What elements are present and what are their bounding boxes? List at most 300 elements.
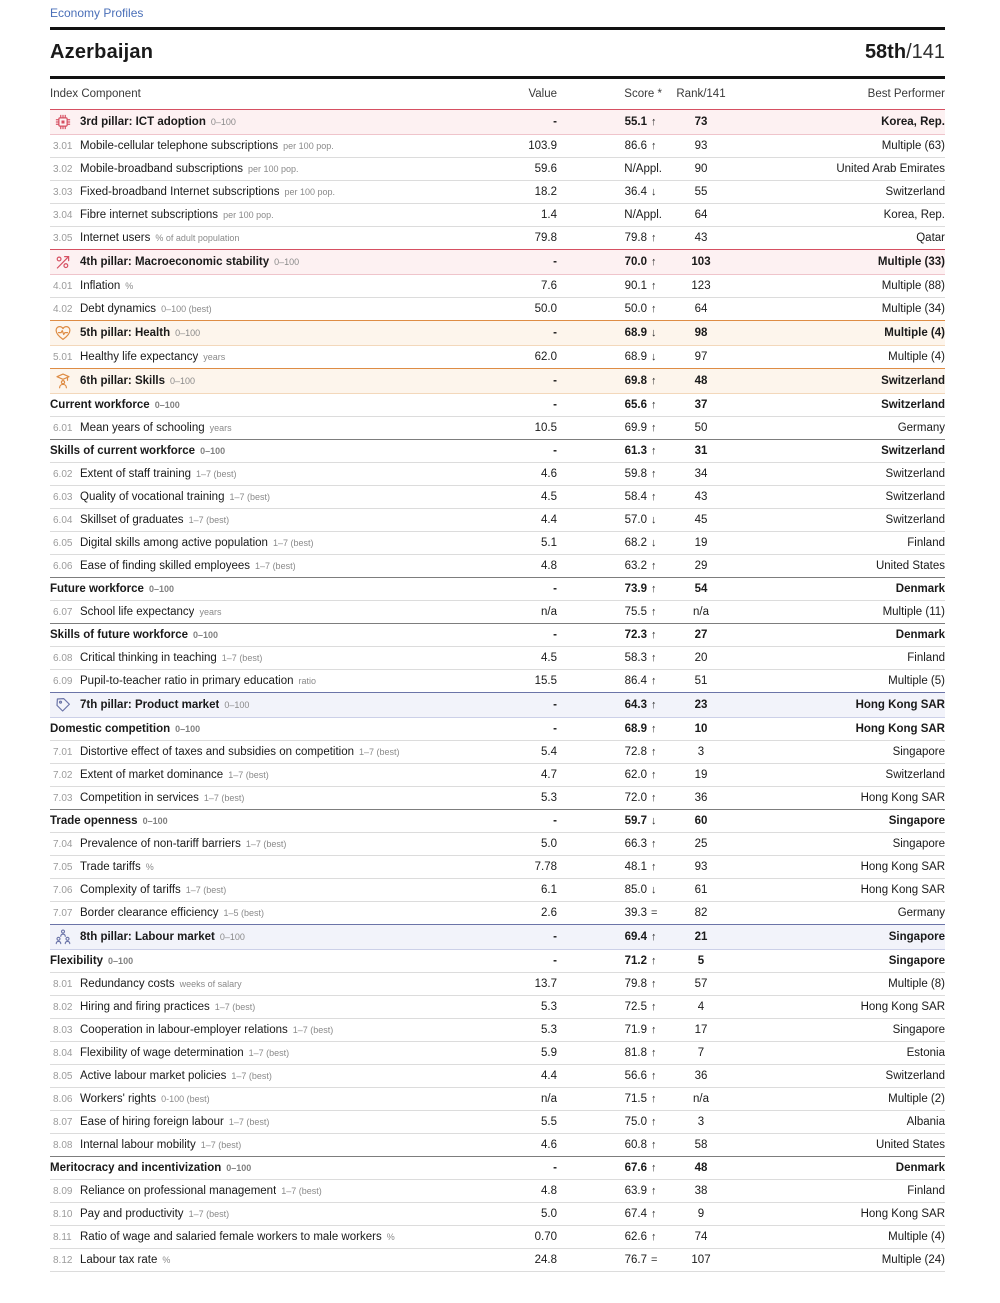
indicator-row: [50, 274, 945, 297]
score-value: 69.4: [624, 931, 647, 943]
score-cell: [557, 1139, 662, 1151]
best-performer-cell: Denmark: [895, 1162, 945, 1174]
rank-cell: 103: [691, 256, 711, 268]
best-performer-cell: Switzerland: [881, 375, 945, 387]
component-name-cell: [50, 978, 447, 990]
indicator-row: [50, 1202, 945, 1225]
indicator-number: 8.01: [53, 978, 73, 990]
rank-cell: 19: [694, 769, 708, 781]
indicator-row: [50, 485, 945, 508]
indicator-number: 3.01: [53, 140, 73, 152]
indicator-number: 8.05: [53, 1070, 73, 1082]
best-performer-cell: Switzerland: [885, 468, 945, 480]
rank-cell: 43: [694, 232, 708, 244]
score-value: 79.8: [624, 232, 647, 244]
component-unit: 1–7 (best): [281, 1186, 322, 1196]
component-unit: 1–7 (best): [245, 839, 287, 849]
indicator-number: 6.03: [53, 491, 73, 503]
indicator-row: [50, 878, 945, 901]
indicator-row: [50, 1110, 945, 1133]
rank-cell: 4: [697, 1001, 705, 1013]
best-performer-cell: Korea, Rep.: [881, 116, 945, 128]
component-name-cell: [50, 1093, 447, 1105]
component-unit: 0–100: [193, 630, 219, 640]
best-performer-cell: Finland: [907, 652, 945, 664]
score-cell: [557, 560, 662, 572]
value-cell: 50.0: [534, 303, 557, 315]
component-name-cell: [50, 815, 447, 827]
trend-up-icon: ↑: [651, 699, 657, 711]
indicator-number: 8.08: [53, 1139, 73, 1151]
trend-up-icon: ↑: [651, 675, 657, 687]
component-label: Extent of market dominance: [80, 769, 224, 781]
score-cell: [557, 1162, 662, 1174]
trend-up-icon: ↑: [651, 838, 657, 850]
title-bar: [50, 30, 945, 76]
trend-up-icon: ↑: [651, 375, 657, 387]
value-cell: 1.4: [541, 209, 557, 221]
indicator-row: [50, 832, 945, 855]
rank-cell: 97: [694, 351, 708, 363]
score-cell: [557, 723, 662, 735]
component-label: Domestic competition: [50, 723, 171, 735]
component-name-cell: [50, 1024, 447, 1036]
trend-up-icon: ↑: [651, 583, 657, 595]
component-label: Skillset of graduates: [80, 514, 184, 526]
people-icon: [54, 928, 72, 946]
score-value: 75.0: [624, 1116, 647, 1128]
best-performer-cell: Hong Kong SAR: [860, 861, 945, 873]
component-label: Mean years of schooling: [80, 422, 205, 434]
score-value: 63.2: [624, 560, 647, 572]
indicator-number: 7.01: [53, 746, 73, 758]
component-unit: 0–100: [148, 584, 174, 594]
component-name-cell: [50, 1139, 447, 1151]
value-cell: 5.5: [541, 1116, 557, 1128]
indicator-row: [50, 786, 945, 809]
best-performer-cell: Finland: [907, 1185, 945, 1197]
best-performer-cell: Germany: [897, 422, 945, 434]
rank-cell: 27: [694, 629, 708, 641]
component-unit: %: [386, 1232, 395, 1242]
component-unit: 0-100 (best): [161, 1094, 210, 1104]
indicator-row: [50, 972, 945, 995]
value-cell: 13.7: [534, 978, 557, 990]
value-cell: -: [553, 327, 557, 339]
indicator-number: 3.05: [53, 232, 73, 244]
best-performer-cell: United States: [875, 560, 945, 572]
rank-cell: 48: [694, 375, 708, 387]
trend-up-icon: ↑: [651, 422, 657, 434]
trend-up-icon: ↑: [651, 1024, 657, 1036]
component-unit: 0–100: [175, 328, 201, 338]
rank-cell: 58: [694, 1139, 708, 1151]
rank-cell: 60: [694, 815, 708, 827]
indicator-number: 7.06: [53, 884, 73, 896]
component-name-cell: [50, 280, 447, 292]
component-label: School life expectancy: [80, 606, 195, 618]
indicator-number: 3.02: [53, 163, 73, 175]
rank-cell: 10: [694, 723, 708, 735]
component-unit: 1–7 (best): [228, 1117, 270, 1127]
best-performer-cell: Multiple (4): [888, 351, 945, 363]
component-name-cell: [50, 769, 447, 781]
value-cell: -: [553, 375, 557, 387]
indicator-row: [50, 1225, 945, 1248]
rank-cell: 3: [697, 1116, 705, 1128]
component-label: Internal labour mobility: [80, 1139, 196, 1151]
score-value: 36.4: [624, 186, 647, 198]
score-value: 59.8: [624, 468, 647, 480]
component-name-cell: [50, 583, 447, 595]
score-cell: [557, 815, 662, 827]
best-performer-cell: Switzerland: [881, 399, 945, 411]
score-cell: [557, 1093, 662, 1105]
component-unit: % of adult population: [155, 233, 240, 243]
best-performer-cell: Switzerland: [885, 514, 945, 526]
best-performer-cell: Multiple (63): [881, 140, 945, 152]
component-unit: 1–7 (best): [221, 653, 263, 663]
rank-cell: 51: [694, 675, 708, 687]
score-cell: [557, 652, 662, 664]
component-unit: ratio: [298, 676, 317, 686]
score-value: 39.3: [624, 907, 647, 919]
component-name-cell: [50, 861, 447, 873]
component-unit: years: [203, 352, 226, 362]
component-unit: years: [209, 423, 232, 433]
value-cell: -: [553, 116, 557, 128]
indicator-number: 3.03: [53, 186, 73, 198]
score-value: 69.9: [624, 422, 647, 434]
component-unit: 1–7 (best): [196, 469, 237, 479]
heart-pulse-icon: [54, 324, 72, 342]
indicator-number: 6.04: [53, 514, 73, 526]
score-cell: [557, 606, 662, 618]
best-performer-cell: Multiple (88): [881, 280, 945, 292]
score-value: 72.0: [624, 792, 647, 804]
score-cell: [557, 537, 662, 549]
component-label: Quality of vocational training: [80, 491, 225, 503]
trend-up-icon: ↑: [651, 769, 657, 781]
indicator-number: 8.11: [53, 1231, 72, 1243]
component-name-cell: [50, 537, 447, 549]
rank-cell: 50: [694, 422, 708, 434]
indicator-number: 7.02: [53, 769, 73, 781]
component-name-cell: [50, 928, 447, 946]
best-performer-cell: Qatar: [916, 232, 945, 244]
value-cell: 5.0: [541, 838, 557, 850]
component-label: Mobile-broadband subscriptions: [80, 163, 244, 175]
score-cell: [557, 629, 662, 641]
component-unit: 1–7 (best): [231, 1071, 272, 1081]
trend-up-icon: ↑: [651, 1208, 657, 1220]
best-performer-cell: Multiple (11): [882, 606, 945, 618]
score-value: 58.4: [624, 491, 647, 503]
score-value: 58.3: [624, 652, 647, 664]
indicator-row: [50, 180, 945, 203]
trend-down-icon: ↓: [651, 815, 657, 827]
score-value: 64.3: [624, 699, 647, 711]
component-label: Cooperation in labour-employer relations: [80, 1024, 288, 1036]
value-cell: 4.5: [541, 491, 557, 503]
component-unit: 0–100: [170, 376, 196, 386]
score-cell: [557, 327, 662, 339]
best-performer-cell: Albania: [906, 1116, 945, 1128]
component-label: Complexity of tariffs: [80, 884, 181, 896]
rank-cell: 25: [694, 838, 708, 850]
rank-cell: 5: [697, 955, 705, 967]
value-cell: 7.6: [541, 280, 557, 292]
score-value: 86.6: [624, 140, 647, 152]
component-unit: 0–100: [226, 1163, 252, 1173]
component-name-cell: [50, 468, 447, 480]
trend-up-icon: ↑: [651, 606, 657, 618]
component-unit: 0–100: [154, 400, 180, 410]
col-best-performer: Best Performer: [867, 88, 945, 100]
value-cell: 18.2: [534, 186, 557, 198]
score-cell: [557, 792, 662, 804]
score-value: 68.9: [624, 327, 647, 339]
table-header: [50, 79, 945, 109]
table-body: [50, 109, 945, 1272]
component-label: 6th pillar: Skills: [80, 375, 165, 387]
component-name-cell: [50, 1254, 447, 1266]
rank-cell: 36: [694, 792, 708, 804]
score-cell: [557, 399, 662, 411]
value-cell: 2.6: [541, 907, 557, 919]
indicator-row: [50, 669, 945, 692]
trend-up-icon: ↑: [651, 445, 657, 457]
score-cell: [557, 1024, 662, 1036]
score-cell: [557, 140, 662, 152]
indicator-number: 6.02: [53, 468, 73, 480]
indicator-row: [50, 203, 945, 226]
component-label: Distortive effect of taxes and subsidies on competition: [80, 746, 355, 758]
score-value: 67.4: [624, 1208, 647, 1220]
subsection-row: [50, 577, 945, 600]
best-performer-cell: Korea, Rep.: [883, 209, 945, 221]
score-value: 60.8: [624, 1139, 647, 1151]
indicator-number: 8.04: [53, 1047, 73, 1059]
indicator-number: 6.09: [53, 675, 73, 687]
best-performer-cell: Estonia: [906, 1047, 945, 1059]
rank-cell: 36: [694, 1070, 708, 1082]
component-unit: years: [199, 607, 222, 617]
component-label: Active labour market policies: [80, 1070, 227, 1082]
component-name-cell: [50, 723, 447, 735]
score-cell: [557, 163, 662, 175]
component-unit: 0–100: [274, 257, 300, 267]
rank-cell: 90: [694, 163, 708, 175]
value-cell: 5.9: [541, 1047, 557, 1059]
component-name-cell: [50, 1162, 447, 1174]
best-performer-cell: Hong Kong SAR: [860, 792, 945, 804]
overall-rank-total: /141: [906, 41, 945, 63]
indicator-number: 8.06: [53, 1093, 73, 1105]
component-label: Reliance on professional management: [80, 1185, 277, 1197]
value-cell: -: [553, 699, 557, 711]
score-value: 62.6: [624, 1231, 647, 1243]
indicator-number: 6.05: [53, 537, 73, 549]
best-performer-cell: Hong Kong SAR: [860, 1001, 945, 1013]
indicator-row: [50, 855, 945, 878]
pillar-row: [50, 109, 945, 134]
component-label: Trade tariffs: [80, 861, 141, 873]
rank-cell: 93: [694, 861, 708, 873]
value-cell: -: [553, 1162, 557, 1174]
best-performer-cell: Multiple (24): [881, 1254, 945, 1266]
score-cell: [557, 583, 662, 595]
component-name-cell: [50, 606, 447, 618]
value-cell: 24.8: [534, 1254, 557, 1266]
score-cell: [557, 1254, 662, 1266]
score-cell: [557, 884, 662, 896]
indicator-row: [50, 134, 945, 157]
component-unit: 1–7 (best): [185, 885, 227, 895]
component-name-cell: [50, 163, 447, 175]
best-performer-cell: Denmark: [895, 583, 945, 595]
rank-cell: 9: [697, 1208, 705, 1220]
component-name-cell: [50, 372, 447, 390]
score-value: 55.1: [624, 116, 647, 128]
component-label: Hiring and firing practices: [80, 1001, 210, 1013]
score-value: 70.0: [624, 256, 647, 268]
best-performer-cell: Multiple (4): [888, 1231, 945, 1243]
component-label: Redundancy costs: [80, 978, 175, 990]
value-cell: -: [553, 629, 557, 641]
subsection-row: [50, 809, 945, 832]
value-cell: -: [553, 583, 557, 595]
score-value: 71.9: [624, 1024, 647, 1036]
score-cell: [557, 1185, 662, 1197]
component-name-cell: [50, 1185, 447, 1197]
indicator-row: [50, 763, 945, 786]
value-cell: 5.0: [541, 1208, 557, 1220]
component-unit: 0–100: [200, 446, 226, 456]
score-cell: [557, 1231, 662, 1243]
component-unit: 0–100: [142, 816, 168, 826]
rank-cell: 98: [694, 327, 708, 339]
indicator-row: [50, 901, 945, 924]
component-label: Skills of future workforce: [50, 629, 189, 641]
component-unit: %: [125, 281, 134, 291]
component-unit: 1–5 (best): [223, 908, 265, 918]
best-performer-cell: Singapore: [888, 955, 945, 967]
rank-cell: 20: [694, 652, 708, 664]
rank-cell: 38: [694, 1185, 708, 1197]
score-cell: [557, 1047, 662, 1059]
score-value: 68.2: [624, 537, 647, 549]
indicator-number: 3.04: [53, 209, 73, 221]
component-name-cell: [50, 955, 447, 967]
indicator-row: [50, 554, 945, 577]
best-performer-cell: Hong Kong SAR: [860, 884, 945, 896]
component-unit: 1–7 (best): [214, 1002, 256, 1012]
component-name-cell: [50, 629, 447, 641]
value-cell: 5.4: [541, 746, 557, 758]
indicator-row: [50, 1087, 945, 1110]
component-unit: 1–7 (best): [255, 561, 296, 571]
breadcrumb[interactable]: Economy Profiles: [50, 6, 144, 20]
component-name-cell: [50, 1001, 447, 1013]
score-cell: [557, 1070, 662, 1082]
trend-up-icon: ↑: [651, 491, 657, 503]
score-value: 72.5: [624, 1001, 647, 1013]
value-cell: 4.7: [541, 769, 557, 781]
indicator-number: 7.03: [53, 792, 73, 804]
component-label: 3rd pillar: ICT adoption: [80, 116, 206, 128]
component-label: 8th pillar: Labour market: [80, 931, 215, 943]
score-cell: [557, 468, 662, 480]
rank-cell: 17: [694, 1024, 708, 1036]
indicator-row: [50, 995, 945, 1018]
indicator-row: [50, 740, 945, 763]
indicator-number: 5.01: [53, 351, 73, 363]
component-name-cell: [50, 399, 447, 411]
value-cell: 103.9: [528, 140, 557, 152]
indicator-number: 8.02: [53, 1001, 73, 1013]
rank-cell: 61: [694, 884, 708, 896]
value-cell: 15.5: [534, 675, 557, 687]
component-label: Pupil-to-teacher ratio in primary education: [80, 675, 294, 687]
value-cell: 6.1: [541, 884, 557, 896]
component-label: Mobile-cellular telephone subscriptions: [80, 140, 279, 152]
indicator-number: 8.10: [53, 1208, 73, 1220]
best-performer-cell: Singapore: [892, 746, 945, 758]
component-label: 4th pillar: Macroeconomic stability: [80, 256, 270, 268]
component-name-cell: [50, 514, 447, 526]
trend-up-icon: ↑: [651, 1139, 657, 1151]
score-cell: [557, 514, 662, 526]
best-performer-cell: Germany: [897, 907, 945, 919]
component-unit: 0–100: [210, 117, 236, 127]
score-cell: [557, 1116, 662, 1128]
indicator-row: [50, 226, 945, 249]
rank-cell: 93: [694, 140, 708, 152]
component-name-cell: [50, 113, 447, 131]
best-performer-cell: Singapore: [888, 815, 945, 827]
rank-cell: 45: [694, 514, 708, 526]
rank-cell: 3: [697, 746, 705, 758]
component-label: Ease of hiring foreign labour: [80, 1116, 224, 1128]
trend-up-icon: ↑: [651, 399, 657, 411]
component-unit: 1–7 (best): [188, 1209, 230, 1219]
trend-up-icon: ↑: [651, 140, 657, 152]
trend-up-icon: ↑: [651, 116, 657, 128]
trend-up-icon: ↑: [651, 256, 657, 268]
best-performer-cell: Switzerland: [885, 769, 945, 781]
best-performer-cell: Switzerland: [885, 491, 945, 503]
value-cell: 4.4: [541, 514, 557, 526]
component-label: Prevalence of non-tariff barriers: [80, 838, 241, 850]
score-cell: [557, 861, 662, 873]
component-unit: 1–7 (best): [229, 492, 270, 502]
trend-up-icon: ↑: [651, 303, 657, 315]
trend-down-icon: ↓: [651, 327, 657, 339]
indicator-number: 6.01: [53, 422, 73, 434]
pillar-row: [50, 924, 945, 949]
pillar-row: [50, 368, 945, 393]
value-cell: n/a: [541, 1093, 557, 1105]
rank-cell: 123: [691, 280, 711, 292]
score-value: 73.9: [624, 583, 647, 595]
col-score: Score *: [624, 88, 662, 100]
score-value: 56.6: [624, 1070, 647, 1082]
score-cell: [557, 186, 662, 198]
trend-up-icon: ↑: [651, 1162, 657, 1174]
value-cell: 0.70: [534, 1231, 557, 1243]
trend-up-icon: ↑: [651, 723, 657, 735]
